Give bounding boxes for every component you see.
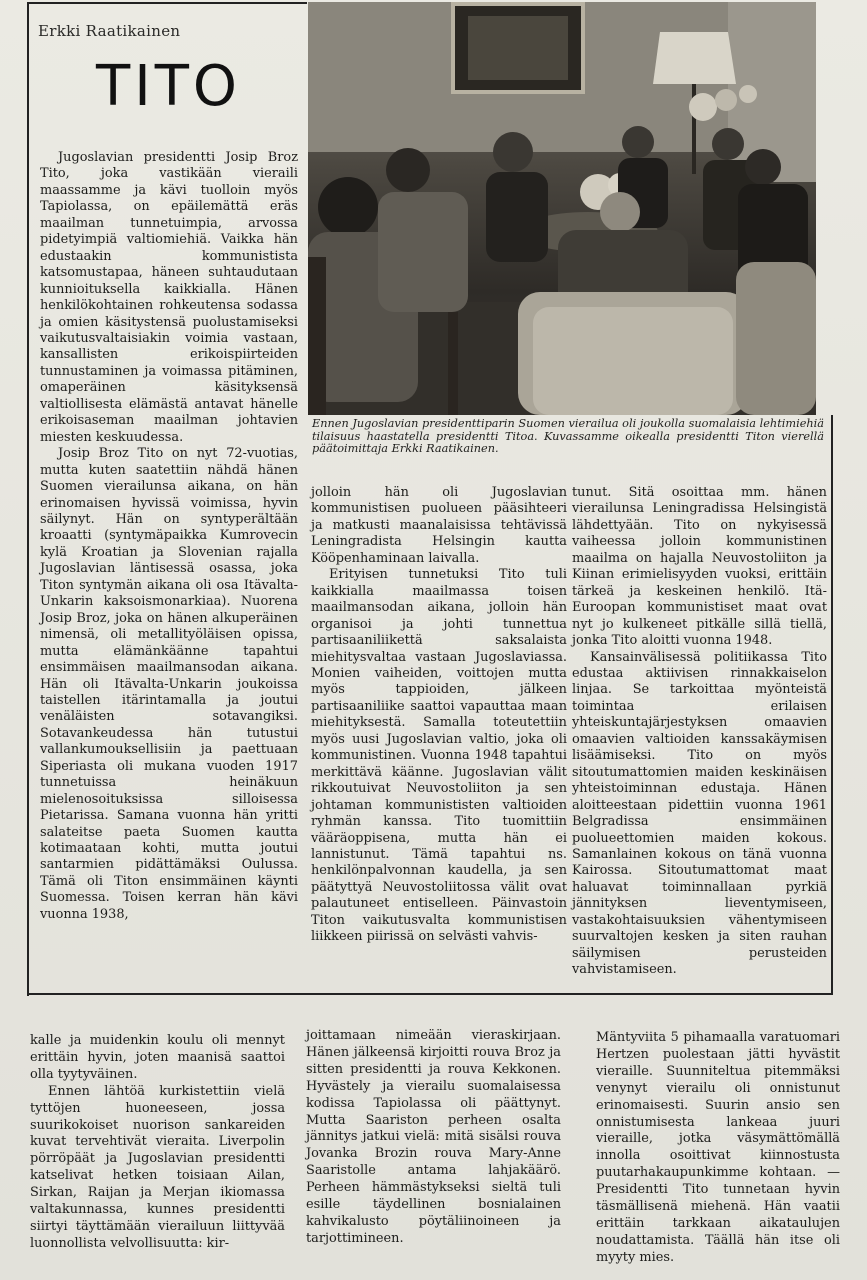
bottom-column-2 [306, 1028, 561, 1248]
paragraph: Jugoslavian presidentti Josip Broz Tito, joka vastikään vieraili maassamme ja kävi tuolloin myös Tapiolassa, on epäilemättä eräs maailman tunnetuimpia, arvossa pidetyimpiä valtiomiehiä. Vaikka hän edustaakin kommunistista katsomustapaa, häneen suhtaudutaan kunnioituksella kaikkialla. Hänen henkilökohtainen rohkeutensa sodassa ja omien käsitystensä puolustamiseksi vaikutusvaltaisiakin voimia vastaan, kansallisten erikoispiirteiden tunnustaminen ja voimassa pitäminen, omaperäinen käsityksensä valtiollisesta elämästä antavat hänelle erikoisaseman maailman johtavien miesten keskuudessa. [40, 150, 298, 445]
bottom-column-1 [30, 1033, 285, 1253]
paragraph: Josip Broz Tito on nyt 72-vuotias, mutta kuten saatettiin nähdä hänen Suomen vierailunsa aikana, on hän erinomaisen hyvissä voimissa, hyvin säilynyt. Hän on syntyperältään kroaatti (syntymäpaikka Kumrovecin kylä Kroatian ja Slovenian rajalla Jugoslavian läntisessä osassa, joka Titon syntymän aikana oli osa Itävalta-Unkarin kaksoismonarkiaa). Nuorena Josip Broz, joka on hänen alkuperäinen nimensä, oli metallityöläisen opissa, mutta elämänkäänne tapahtui ensimmäisen maailmansodan aikana. Hän oli Itävalta-Unkarin joukoissa taistellen itärintamalla ja joutui venäläisten sotavangiksi. Sotavankeudessa hän tutustui vallankumouksellisiin ja paettuaan Siperiasta oli mukana vuoden 1917 tunnetuissa heinäkuun mielenosoituksissa silloisessa Pietarissa. Samana vuonna hän yritti salateitse paeta Suomen kautta kotimaataan kohti, mutta joutui santarmien pidättämäksi Oulussa. Tämä oli Titon ensimmäinen käynti Suomessa. Toisen kerran hän kävi vuonna 1938, [40, 446, 298, 922]
article-column-3 [572, 485, 827, 979]
interview-photo-illustration [308, 2, 816, 415]
bottom-column-3 [596, 1030, 840, 1267]
paragraph: joittamaan nimeään vieraskirjaan. Hänen jälkeensä kirjoitti rouva Broz ja sitten presidentti ja rouva Kekkonen. Hyvästely ja vierailu suomalaisessa kodissa Tapiolassa oli päättynyt. Mutta Saariston perheen osalta jännitys jatkui vielä: mitä sisälsi rouva Jovanka Brozin rouva Mary-Anne Saaristolle antama lahjakäärö. Perheen hämmästykseksi sieltä tuli esille täydellinen bosnialainen kahvikalusto pöytäliinoineen ja tarjottimineen. [306, 1028, 561, 1246]
article-frame-right [831, 415, 833, 995]
paragraph: tunut. Sitä osoittaa mm. hänen vierailunsa Leningradissa Helsingistä lähdettyään. Tito on nykyisessä vaiheessa jolloin kommunistinen maailma on hajalla Neuvostoliiton ja Kiinan erimielisyyden vuoksi, erittäin tärkeä ja keskeinen henkilö. Itä-Euroopan kommunistiset maat ovat nyt jo kulkeneet pitkälle sillä tiellä, jonka Tito aloitti vuonna 1948. [572, 485, 827, 649]
paragraph: Mäntyviita 5 pihamaalla varatuomari Hertzen puolestaan jätti hyvästit vieraille. Suunniteltua pitemmäksi venynyt vierailu oli onnistunut erinomaisesti. Suurin ansio sen onnistumisesta lankeaa juuri vieraille, jotka väsymättömällä innolla osoittivat kiinnostusta puutarhakaupunkimme kohtaan. — Presidentti Tito tunnetaan hyvin täsmällisenä miehenä. Hän vaatii erittäin tarkkaan aikataulujen noudattamista. Täällä hän itse oli myyty mies. [596, 1030, 840, 1265]
article-title: TITO [96, 54, 242, 119]
paragraph: Kansainvälisessä politiikassa Tito edustaa aktiivisen rinnakkaiselon linjaa. Se tarkoittaa myönteistä toimintaa erilaisen yhteiskuntajärjestyksen omaavien omaavien valtioiden kanssakäymisen lisäämiseksi. Tito on myös sitoutumattomien maiden keskinäisen yhteistoiminnan edustaja. Hänen aloitteestaan pidettiin vuonna 1961 Belgradissa ensimmäinen puolueettomien maiden kokous. Samanlainen kokous on tänä vuonna Kairossa. Sitoutumattomat maat haluavat toiminnallaan pyrkiä jännityksen lieventymiseen, vastakohtaisuuksien vähentymiseen suurvaltojen kesken ja siten rauhan säilymisen perusteiden vahvistamiseen. [572, 649, 827, 978]
interview-photo [308, 2, 816, 415]
paragraph: Ennen lähtöä kurkistettiin vielä tyttöjen huoneeseen, jossa suurikokoiset nuorison sankareiden kuvat tervehtivät vieraita. Liverpolin pörröpäät ja Jugoslavian presidentti katselivat hetken toisiaan Ailan, Sirkan, Raijan ja Merjan ikiomassa valtakunnassa, kunnes presidentti siirtyi täyttämään vierailuun liittyvää luonnollista velvollisuutta: kir- [30, 1083, 285, 1251]
photo-caption: Ennen Jugoslavian presidenttiparin Suomen vierailua oli joukolla suomalaisia lehtimiehiä tilaisuus haastatella presidentti Titoa. Kuvassamme oikealla presidentti Titon vierellä päätoimittaja Erkki Raatikainen. [312, 417, 824, 455]
article-column-2 [311, 485, 567, 946]
article-author: Erkki Raatikainen [38, 22, 181, 40]
paragraph: jolloin hän oli Jugoslavian kommunistisen puolueen pääsihteeri ja matkusti maanalaisissa tehtävissä Leningradista Helsingin kautta Kööpenhaminaan laivalla. [311, 485, 567, 566]
paragraph: kalle ja muidenkin koulu oli mennyt erittäin hyvin, joten maanisä saattoi olla tyytyväinen. [30, 1033, 285, 1082]
article-column-1 [40, 150, 298, 923]
paragraph: Erityisen tunnetuksi Tito tuli kaikkialla maailmassa toisen maailmansodan aikana, jolloin hän organisoi ja johti tunnettua partisaaniliikettä saksalaista miehitysvaltaa vastaan Jugoslaviassa. Monien vaiheiden, voittojen mutta myös tappioiden, jälkeen partisaaniliike saattoi vapauttaa maan miehityksestä. Samalla toteutettiin myös uusi Jugoslavian valtio, joka oli kommunistinen. Vuonna 1948 tapahtui merkittävä käänne. Jugoslavian välit rikkoutuivat Neuvostoliiton ja sen johtaman kommunististen valtioiden ryhmän kanssa. Tito tuomittiin vääräoppisena, mutta hän ei lannistunut. Tämä tapahtui ns. henkilönpalvonnan kaudella, ja sen päätyttyä Neuvostoliitossa välit ovat palautuneet entiselleen. Päinvastoin Titon vaikutusvalta kommunistisen liikkeen piirissä on selvästi vahvis- [311, 567, 567, 945]
article-frame-bottom [27, 993, 833, 995]
